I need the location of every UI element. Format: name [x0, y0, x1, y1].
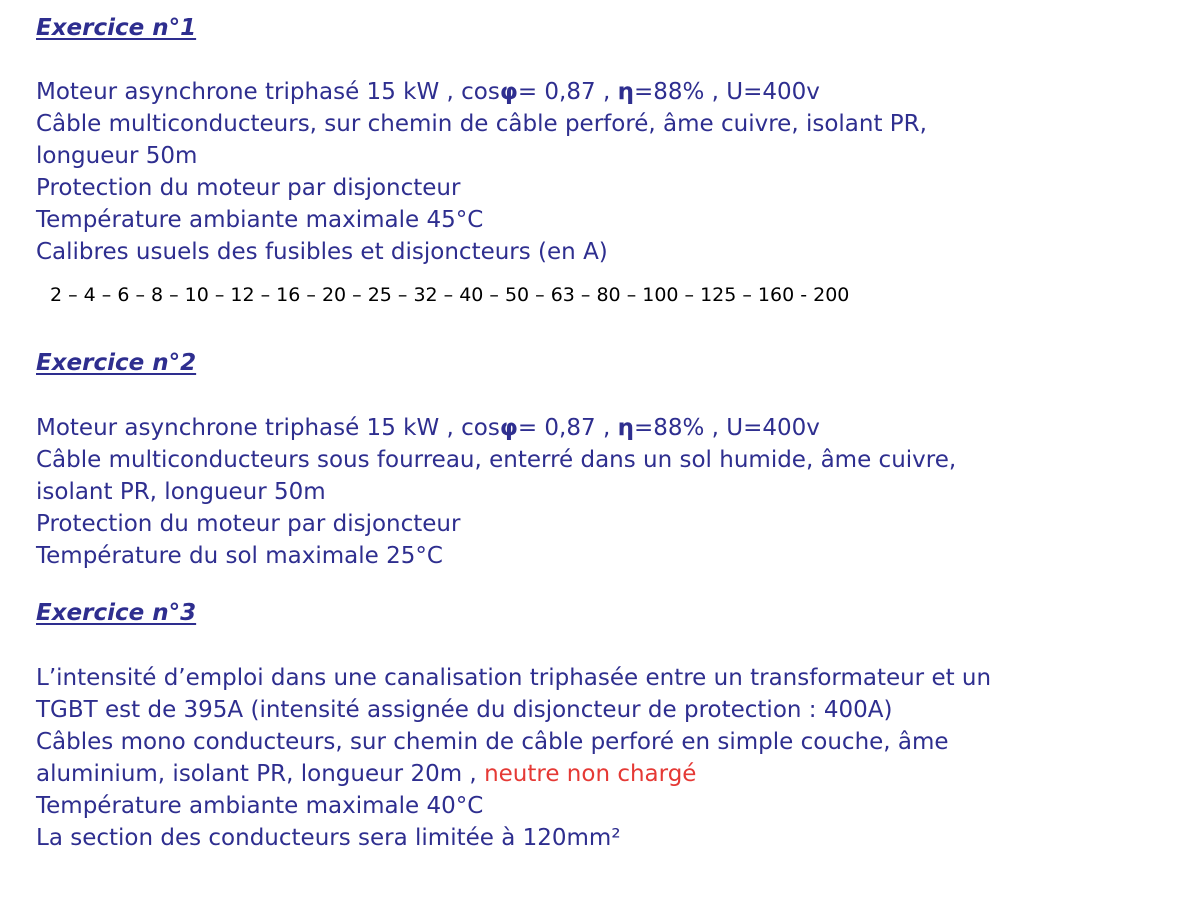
exercise-1-title: Exercice n°1: [36, 15, 197, 41]
exercise-1-cable-line-2: longueur 50m: [36, 143, 198, 169]
exercise-1-motor-specs: [36, 76, 820, 108]
eta-symbol: η: [617, 79, 634, 105]
exercise-3-section: La section des conducteurs sera limitée à 120mm²: [36, 825, 621, 851]
exercise-3-line-4-text: aluminium, isolant PR, longueur 20m ,: [36, 761, 485, 787]
motor-specs-text: =88% , U=400v: [633, 415, 820, 441]
motor-specs-text: Moteur asynchrone triphasé 15 kW , cos: [36, 415, 500, 441]
motor-specs-text: =88% , U=400v: [633, 79, 820, 105]
exercise-2-cable-line-1: Câble multiconducteurs sous fourreau, enterré dans un sol humide, âme cuivre,: [36, 447, 957, 473]
exercise-3-line-4: [36, 758, 696, 790]
exercise-2-cable-line-2: isolant PR, longueur 50m: [36, 479, 326, 505]
exercise-2-protection: Protection du moteur par disjoncteur: [36, 511, 461, 537]
exercise-1-cable-line-1: Câble multiconducteurs, sur chemin de câble perforé, âme cuivre, isolant PR,: [36, 111, 927, 137]
exercise-2-temperature: Température du sol maximale 25°C: [36, 543, 443, 569]
exercise-1-calibres-title: Calibres usuels des fusibles et disjoncteurs (en A): [36, 239, 608, 265]
exercise-3-temperature: Température ambiante maximale 40°C: [36, 793, 484, 819]
exercise-1-protection: Protection du moteur par disjoncteur: [36, 175, 461, 201]
phi-symbol: φ: [499, 79, 518, 105]
motor-specs-text: Moteur asynchrone triphasé 15 kW , cos: [36, 79, 500, 105]
eta-symbol: η: [617, 415, 634, 441]
motor-specs-text: = 0,87 ,: [517, 79, 618, 105]
exercise-3-line-2: TGBT est de 395A (intensité assignée du disjoncteur de protection : 400A): [36, 697, 893, 723]
neutral-note: neutre non chargé: [484, 761, 697, 787]
phi-symbol: φ: [499, 415, 518, 441]
exercise-2-motor-specs: [36, 412, 820, 444]
motor-specs-text: = 0,87 ,: [517, 415, 618, 441]
exercise-1-temperature: Température ambiante maximale 45°C: [36, 207, 484, 233]
calibres-values: 2 – 4 – 6 – 8 – 10 – 12 – 16 – 20 – 25 – 32 – 40 – 50 – 63 – 80 – 100 – 125 – 160 - 200: [50, 284, 850, 306]
exercise-3-line-3: Câbles mono conducteurs, sur chemin de câble perforé en simple couche, âme: [36, 729, 949, 755]
exercise-3-line-1: L’intensité d’emploi dans une canalisation triphasée entre un transformateur et un: [36, 665, 992, 691]
exercise-3-title: Exercice n°3: [36, 600, 197, 626]
exercise-2-title: Exercice n°2: [36, 350, 197, 376]
